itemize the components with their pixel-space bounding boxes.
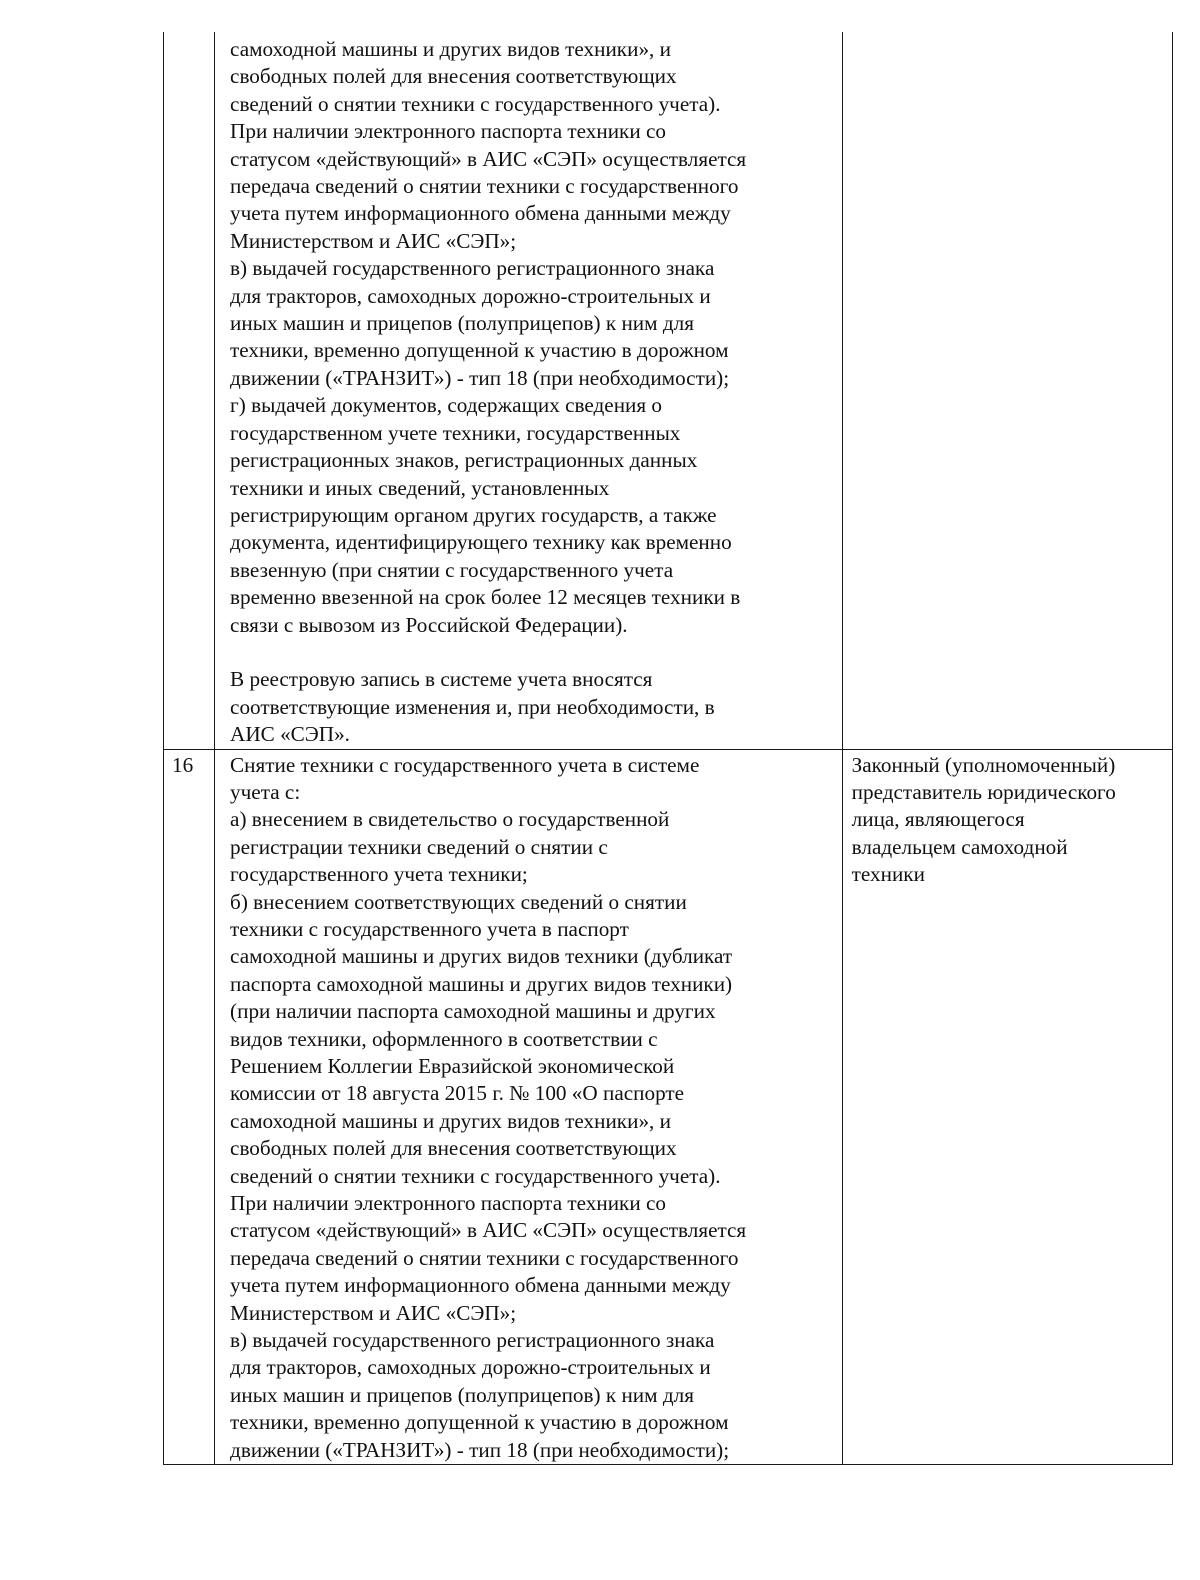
text-line: статусом «действующий» в АИС «СЭП» осуществляется <box>230 1218 747 1243</box>
blank-line <box>230 639 838 666</box>
text-line: АИС «СЭП». <box>230 722 350 747</box>
text-line: ввезенную (при снятии с государственного учета <box>230 557 674 582</box>
row-applicant-cell <box>842 32 1172 749</box>
text-line: для тракторов, самоходных дорожно-строительных и <box>230 1355 711 1380</box>
text-line: представитель юридического <box>851 779 1116 804</box>
row-number-cell <box>164 32 215 749</box>
text-line: для тракторов, самоходных дорожно-строительных и <box>230 283 711 308</box>
text-line: Законный (уполномоченный) <box>851 752 1116 777</box>
text-line: При наличии электронного паспорта техники со <box>230 1191 666 1216</box>
description-text <box>230 752 838 1465</box>
text-line: самоходной машины и других видов техники (дубликат <box>230 944 733 969</box>
text-line: техники и иных сведений, установленных <box>230 475 610 500</box>
text-line: паспорта самоходной машины и других видов техники) <box>230 971 733 996</box>
text-line: б) внесением соответствующих сведений о снятии <box>230 889 687 914</box>
text-line: документа, идентифицирующего технику как временно <box>230 530 732 555</box>
text-line: иных машин и прицепов (полуприцепов) к ним для <box>230 311 694 336</box>
text-line: передача сведений о снятии техники с государственного <box>230 174 739 199</box>
row-number: 16 <box>172 752 194 777</box>
text-line: техники, временно допущенной к участию в дорожном <box>230 338 729 363</box>
text-line: В реестровую запись в системе учета вносятся <box>230 667 653 692</box>
text-line: Министерством и АИС «СЭП»; <box>230 228 517 253</box>
text-line: соответствующие изменения и, при необходимости, в <box>230 694 715 719</box>
text-line: При наличии электронного паспорта техники со <box>230 119 666 144</box>
text-line: регистрационных знаков, регистрационных данных <box>230 448 698 473</box>
text-line: регистрирующим органом других государств, а также <box>230 502 717 527</box>
text-line: свободных полей для внесения соответствующих <box>230 64 677 89</box>
text-line: учета путем информационного обмена данными между <box>230 201 731 226</box>
text-line: иных машин и прицепов (полуприцепов) к ним для <box>230 1382 694 1407</box>
text-line: учета с: <box>230 779 301 804</box>
text-line: учета путем информационного обмена данными между <box>230 1273 731 1298</box>
text-line: а) внесением в свидетельство о государственной <box>230 807 670 832</box>
text-line: регистрации техники сведений о снятии с <box>230 834 608 859</box>
text-line: видов техники, оформленного в соответствии с <box>230 1026 658 1051</box>
text-line: сведений о снятии техники с государственного учета). <box>230 91 721 116</box>
text-line: государственного учета техники; <box>230 862 528 887</box>
text-line: в) выдачей государственного регистрационного знака <box>230 1328 715 1353</box>
row-description-cell <box>215 32 843 749</box>
text-line: комиссии от 18 августа 2015 г. № 100 «О паспорте <box>230 1081 685 1106</box>
text-line: статусом «действующий» в АИС «СЭП» осуществляется <box>230 146 747 171</box>
text-line: свободных полей для внесения соответствующих <box>230 1136 677 1161</box>
text-line: движении («ТРАНЗИТ») - тип 18 (при необходимости); <box>230 365 730 390</box>
table-row-continuation <box>164 32 1173 749</box>
text-line: самоходной машины и других видов техники», и <box>230 1108 671 1133</box>
row-applicant-cell <box>842 749 1172 1465</box>
description-text <box>230 36 838 749</box>
text-line: движении («ТРАНЗИТ») - тип 18 (при необходимости); <box>230 1437 730 1462</box>
table-row-16 <box>164 749 1173 1465</box>
row-number-cell <box>164 749 215 1465</box>
text-line: владельцем самоходной <box>851 834 1068 859</box>
text-line: связи с вывозом из Российской Федерации). <box>230 612 628 637</box>
text-line: г) выдачей документов, содержащих сведения о <box>230 393 663 418</box>
text-line: сведений о снятии техники с государственного учета). <box>230 1163 721 1188</box>
applicant-text <box>852 750 1168 889</box>
text-line: лица, являющегося <box>851 807 1025 832</box>
document-table <box>163 32 1173 1465</box>
text-line: временно ввезенной на срок более 12 месяцев техники в <box>230 585 741 610</box>
text-line: техники <box>851 862 925 887</box>
text-line: передача сведений о снятии техники с государственного <box>230 1245 739 1270</box>
text-line: техники, временно допущенной к участию в дорожном <box>230 1410 729 1435</box>
text-line: самоходной машины и других видов техники», и <box>230 37 671 61</box>
text-line: государственном учете техники, государственных <box>230 420 681 445</box>
text-line: Снятие техники с государственного учета в системе <box>230 752 700 777</box>
text-line: (при наличии паспорта самоходной машины и других <box>230 999 716 1024</box>
text-line: Решением Коллегии Евразийской экономической <box>230 1054 675 1079</box>
row-description-cell <box>215 749 843 1465</box>
text-line: Министерством и АИС «СЭП»; <box>230 1300 517 1325</box>
text-line: в) выдачей государственного регистрационного знака <box>230 256 715 281</box>
text-line: техники с государственного учета в паспорт <box>230 916 629 941</box>
